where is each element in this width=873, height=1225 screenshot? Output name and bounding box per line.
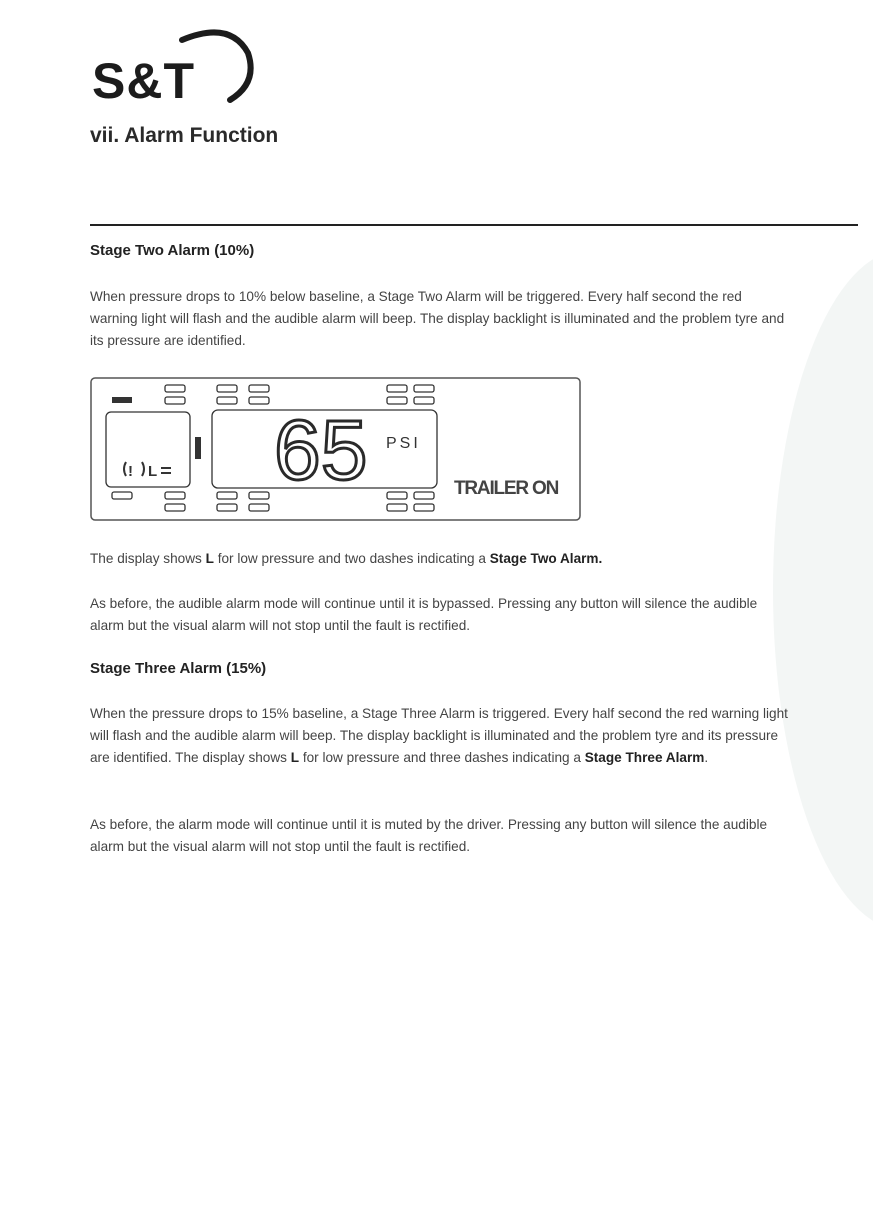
pressure-value: 65 (274, 403, 368, 497)
stage-two-intro: When pressure drops to 10% below baseline, a Stage Two Alarm will be triggered. Every half second the red warning light will flash and the audible alarm will beep. The display backlight is illuminated and the problem tyre and its pressure are identified. (90, 289, 785, 348)
lcd-status: TRAILER ON (454, 478, 559, 499)
brand-logo (90, 28, 260, 108)
logo-text: S&T (92, 53, 195, 103)
stage-three-heading: Stage Three Alarm (15%) (90, 660, 267, 677)
display-note: The display shows L for low pressure and two dashes indicating a Stage Two Alarm. (90, 551, 603, 566)
section-title: vii. Alarm Function (90, 124, 279, 147)
bypass-note: As before, the audible alarm mode will continue until it is bypassed. Pressing any button will silence the audible alarm but the visual alarm will not stop until the fault is rectified. (90, 596, 758, 633)
svg-text:!: ! (128, 463, 133, 480)
low-pressure-symbol: L (148, 463, 158, 480)
stage-two-heading: Stage Two Alarm (10%) (90, 242, 255, 259)
section-divider (90, 224, 858, 226)
mute-note: As before, the alarm mode will continue until it is muted by the driver. Pressing any button will silence the audible alarm but the visual alarm will not stop until the fault is rectified. (90, 817, 768, 854)
indicator-bar (112, 397, 132, 403)
lcd-display (90, 377, 582, 528)
stage-three-intro: When the pressure drops to 15% baseline, a Stage Three Alarm is triggered. Every half second the red warning light will flash and the audible alarm will beep. The display backlight is illuminated and the problem tyre and its pressure are identified. The display shows L for low pressure and three dashes indicating a Stage Three Alarm. (90, 706, 788, 765)
pressure-unit: PSI (386, 435, 421, 452)
